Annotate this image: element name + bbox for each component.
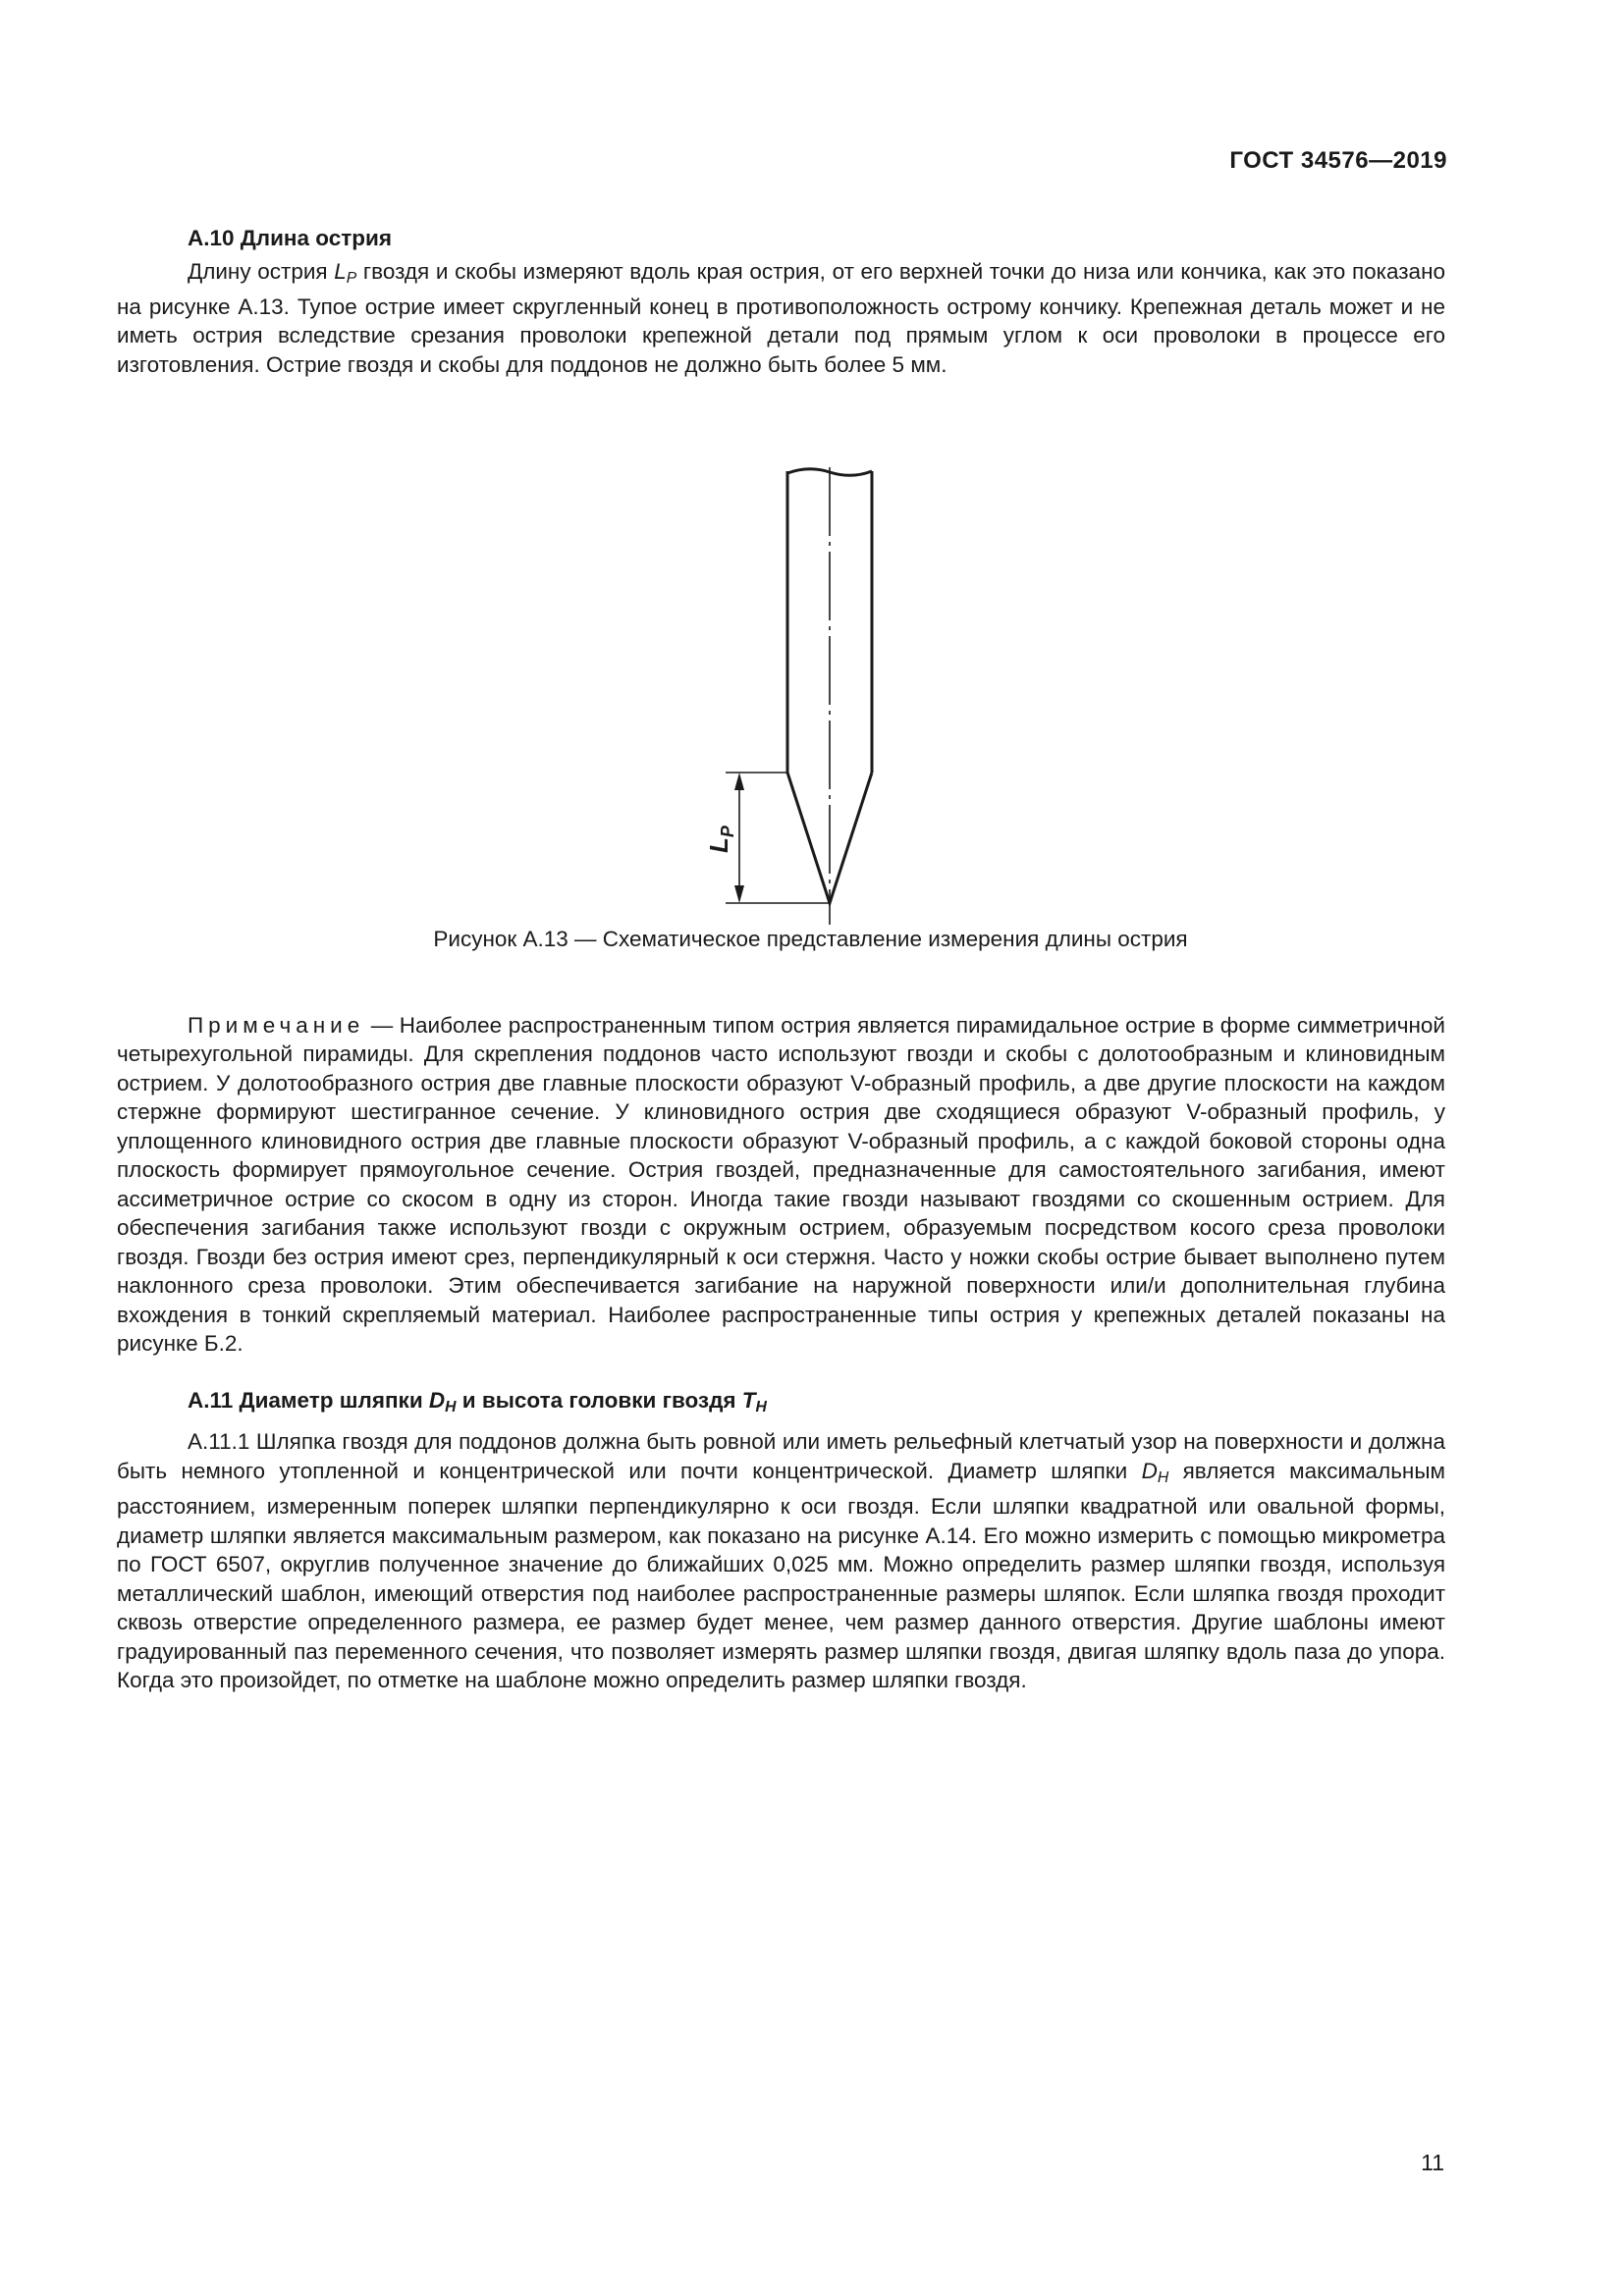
symbol-dh-subscript: H — [445, 1398, 457, 1415]
symbol-dh-subscript: H — [1157, 1468, 1169, 1486]
dimension-arrow-top — [734, 773, 744, 790]
nail-point-drawing — [117, 463, 1445, 925]
section-a11-paragraph — [117, 1427, 1445, 1694]
text-run: и высота головки гвоздя — [456, 1387, 742, 1413]
page-number: 11 — [1421, 2150, 1444, 2175]
text-run: Длину острия — [188, 258, 335, 284]
dimension-label-main: L — [704, 837, 733, 854]
document-header: ГОСТ 34576—2019 — [1229, 147, 1447, 174]
text-run: А.11 Диаметр шляпки — [188, 1387, 429, 1413]
dimension-arrow-bottom — [734, 885, 744, 903]
section-a10-paragraph — [117, 257, 1445, 380]
note-text: — Наиболее распространенным типом острия является пирамидальное острие в форме симметричной четырехугольной пирамиды. Для скрепления поддонов часто используют гвозди и скобы с долотообразным и клиновидным острием. У долотообразного острия две главные плоскости образуют V-образный профиль, а две другие плоскости на каждом стержне формируют шестигранное сечение. У клиновидного острия две сходящиеся образуют V-образный профиль, у уплощенного клиновидного острия две главные плоскости образуют V-образный профиль, а с каждой боковой стороны одна плоскость формирует прямоугольное сечение. Острия гвоздей, предназначенные для самостоятельного загибания, имеют ассиметричное острие со скосом в одну из сторон. Иногда такие гвозди называют гвоздями со скошенным острием. Для обеспечения загибания также используют гвозди с окружным острием, образуемым посредством косого среза проволоки гвоздя. Гвозди без острия имеют срез, перпендикулярный к оси стержня. Часто у ножки скобы острие бывает выполнено путем наклонного среза проволоки. Этим обеспечивается загибание на наружной поверхности или/и дополнительная глубина вхождения в тонкий скрепляемый материал. Наиболее распространенные типы острия у крепежных деталей показаны на рисунке Б.2. — [117, 1012, 1445, 1357]
section-a10-title: А.10 Длина острия — [188, 226, 392, 250]
symbol-th: T — [741, 1387, 756, 1413]
dimension-label-lp — [704, 826, 737, 854]
note-label: Примечание — [188, 1012, 365, 1038]
text-run: является максимальным расстоянием, измеренным поперек шляпки перпендикулярно к оси гвоздя. Если шляпки квадратной или овальной формы, диаметр шляпки является максимальным размером, как показано на рисунке А.14. Его можно измерить с помощью микрометра по ГОСТ 6507, округлив полученное значение до ближайших 0,025 мм. Можно определить размер шляпки гвоздя, используя металлический шаблон, имеющий отверстия под наиболее распространенные размеры шляпок. Если шляпка гвоздя проходит сквозь отверстие определенного размера, ее размер будет менее, чем размер данного отверстия. Другие шаблоны имеют градуированный паз переменного сечения, что позволяет измерять размер шляпки гвоздя, двигая шляпку вдоль паза до упора. Когда это произойдет, по отметке на шаблоне можно определить размер шляпки гвоздя. — [117, 1458, 1445, 1693]
section-a11-title — [188, 1386, 1445, 1421]
text-run: А.11.1 Шляпка гвоздя для поддонов должна быть ровной или иметь рельефный клетчатый узор на поверхности и должна быть немного утопленной и концентрической или почти концентрической. Диаметр шляпки — [117, 1429, 1445, 1483]
note-paragraph — [117, 1011, 1445, 1359]
symbol-lp-subscript: P — [346, 269, 357, 287]
figure-caption: Рисунок А.13 — Схематическое представление измерения длины острия — [433, 927, 1188, 952]
symbol-lp: L — [334, 258, 347, 284]
page-content — [117, 224, 1445, 1695]
dimension-label-sub: P — [718, 826, 737, 838]
symbol-dh: D — [1141, 1458, 1158, 1483]
symbol-th-subscript: H — [755, 1398, 767, 1415]
figure-a13 — [117, 463, 1445, 925]
text-run: гвоздя и скобы измеряют вдоль края острия, от его верхней точки до низа или кончика, как это показано на рисунке А.13. Тупое острие имеет скругленный конец в противоположность острому кончику. Крепежная деталь может и не иметь острия вследствие срезания проволоки крепежной детали под прямым углом к оси проволоки в процессе его изготовления. Острие гвоздя и скобы для поддонов не должно быть более 5 мм. — [117, 258, 1446, 377]
symbol-dh: D — [428, 1387, 446, 1413]
